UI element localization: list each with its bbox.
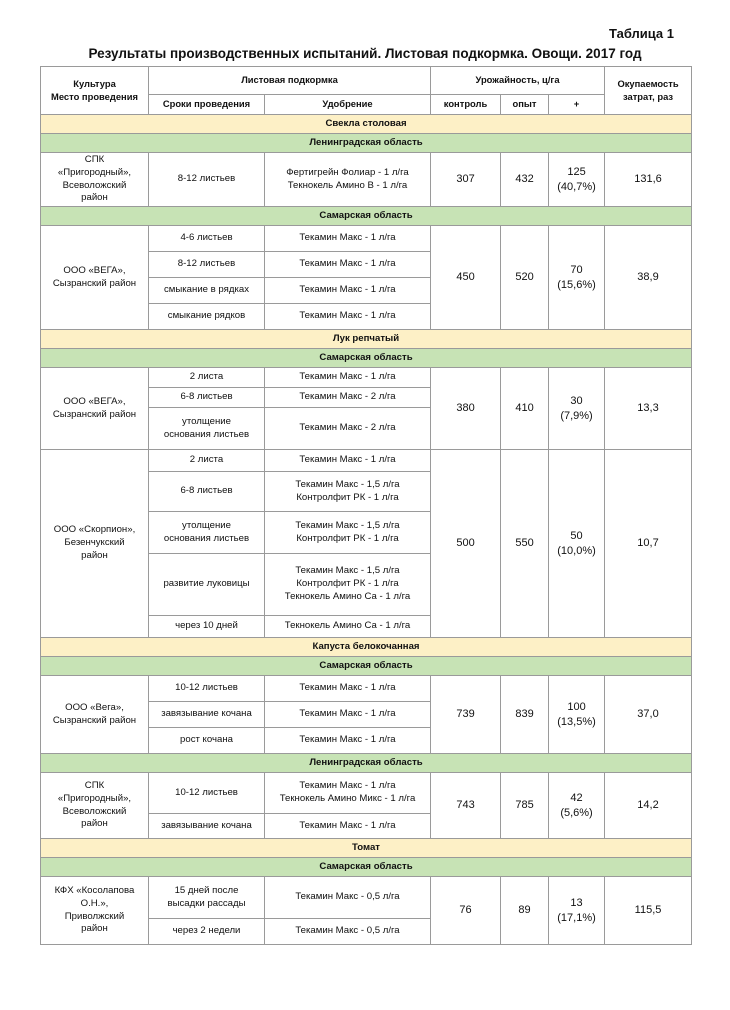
region-name: Самарская область <box>41 657 692 676</box>
date-cell: 8-12 листьев <box>149 153 265 207</box>
region-row <box>41 349 692 368</box>
date-cell: 15 дней после высадки рассады <box>149 877 265 919</box>
table-row <box>41 773 692 814</box>
fertilizer-cell: Текамин Макс - 2 л/га <box>265 388 431 408</box>
fertilizer-cell: Текамин Макс - 1 л/га <box>265 702 431 728</box>
fertilizer-cell: Текамин Макс - 1 л/га <box>265 278 431 304</box>
table-body <box>41 115 692 945</box>
region-name: Самарская область <box>41 207 692 226</box>
plus-cell: 13 (17,1%) <box>549 877 605 945</box>
fertilizer-cell: Текамин Макс - 1 л/га <box>265 226 431 252</box>
payback-cell: 13,3 <box>605 368 692 450</box>
payback-cell: 10,7 <box>605 450 692 638</box>
fertilizer-cell: Текамин Макс - 1 л/га <box>265 814 431 839</box>
fertilizer-cell: Фертигрейн Фолиар - 1 л/га Текнокель Амино В - 1 л/га <box>265 153 431 207</box>
fertilizer-cell: Текамин Макс - 1 л/га Текнокель Амино Микс - 1 л/га <box>265 773 431 814</box>
fertilizer-cell: Текамин Макс - 1 л/га <box>265 728 431 754</box>
plus-cell: 42 (5,6%) <box>549 773 605 839</box>
plus-cell: 50 (10,0%) <box>549 450 605 638</box>
plus-cell: 125 (40,7%) <box>549 153 605 207</box>
experiment-cell: 410 <box>501 368 549 450</box>
place-cell: КФХ «Косолапова О.Н.», Приволжский район <box>41 877 149 945</box>
crop-name: Лук репчатый <box>41 330 692 349</box>
region-name: Самарская область <box>41 858 692 877</box>
experiment-cell: 550 <box>501 450 549 638</box>
crop-name: Капуста белокочанная <box>41 638 692 657</box>
plus-cell: 100 (13,5%) <box>549 676 605 754</box>
place-cell: ООО «ВЕГА», Сызранский район <box>41 368 149 450</box>
fertilizer-cell: Текамин Макс - 1,5 л/га Контролфит РК - 1 л/га Текнокель Амино Са - 1 л/га <box>265 554 431 616</box>
table-title: Результаты производственных испытаний. Листовая подкормка. Овощи. 2017 год <box>88 46 642 61</box>
date-cell: 4-6 листьев <box>149 226 265 252</box>
date-cell: развитие луковицы <box>149 554 265 616</box>
region-row <box>41 858 692 877</box>
control-cell: 307 <box>431 153 501 207</box>
crop-row <box>41 638 692 657</box>
experiment-cell: 785 <box>501 773 549 839</box>
place-cell: ООО «Скорпион», Безенчукский район <box>41 450 149 638</box>
date-cell: 2 листа <box>149 368 265 388</box>
place-cell: СПК «Пригородный», Всеволожский район <box>41 773 149 839</box>
payback-cell: 131,6 <box>605 153 692 207</box>
control-cell: 743 <box>431 773 501 839</box>
place-cell: ООО «Вега», Сызранский район <box>41 676 149 754</box>
region-name: Ленинградская область <box>41 754 692 773</box>
payback-cell: 37,0 <box>605 676 692 754</box>
fertilizer-cell: Текамин Макс - 1 л/га <box>265 676 431 702</box>
fertilizer-cell: Текамин Макс - 1,5 л/га Контролфит РК - 1 л/га <box>265 512 431 554</box>
region-row <box>41 657 692 676</box>
region-row <box>41 134 692 153</box>
control-cell: 739 <box>431 676 501 754</box>
region-row <box>41 207 692 226</box>
date-cell: рост кочана <box>149 728 265 754</box>
payback-cell: 115,5 <box>605 877 692 945</box>
date-cell: 8-12 листьев <box>149 252 265 278</box>
fertilizer-cell: Текамин Макс - 1 л/га <box>265 252 431 278</box>
table-row <box>41 368 692 388</box>
date-cell: смыкание в рядках <box>149 278 265 304</box>
table-row <box>41 877 692 919</box>
fertilizer-cell: Текамин Макс - 1 л/га <box>265 450 431 472</box>
header-culture-place: Культура Место проведения <box>41 67 149 115</box>
fertilizer-cell: Текамин Макс - 1 л/га <box>265 304 431 330</box>
control-cell: 450 <box>431 226 501 330</box>
table-row <box>41 153 692 207</box>
header-fertilizer: Удобрение <box>265 95 431 115</box>
header-dates: Сроки проведения <box>149 95 265 115</box>
table-number: Таблица 1 <box>608 26 674 41</box>
fertilizer-cell: Текамин Макс - 0,5 л/га <box>265 919 431 945</box>
header-plus: + <box>549 95 605 115</box>
date-cell: 10-12 листьев <box>149 773 265 814</box>
control-cell: 76 <box>431 877 501 945</box>
crop-row <box>41 330 692 349</box>
date-cell: завязывание кочана <box>149 814 265 839</box>
payback-cell: 14,2 <box>605 773 692 839</box>
date-cell: смыкание рядков <box>149 304 265 330</box>
plus-cell: 70 (15,6%) <box>549 226 605 330</box>
fertilizer-cell: Текамин Макс - 0,5 л/га <box>265 877 431 919</box>
crop-row <box>41 839 692 858</box>
table-row <box>41 676 692 702</box>
fertilizer-cell: Текамин Макс - 1 л/га <box>265 368 431 388</box>
table-row <box>41 226 692 252</box>
experiment-cell: 839 <box>501 676 549 754</box>
header-payback: Окупаемость затрат, раз <box>605 67 692 115</box>
control-cell: 500 <box>431 450 501 638</box>
control-cell: 380 <box>431 368 501 450</box>
header-experiment: опыт <box>501 95 549 115</box>
region-row <box>41 754 692 773</box>
date-cell: 6-8 листьев <box>149 388 265 408</box>
date-cell: 6-8 листьев <box>149 472 265 512</box>
date-cell: через 2 недели <box>149 919 265 945</box>
fertilizer-cell: Текамин Макс - 1,5 л/га Контролфит РК - 1 л/га <box>265 472 431 512</box>
header-control: контроль <box>431 95 501 115</box>
date-cell: 10-12 листьев <box>149 676 265 702</box>
date-cell: утолщение основания листьев <box>149 408 265 450</box>
payback-cell: 38,9 <box>605 226 692 330</box>
header-yield: Урожайность, ц/га <box>431 67 605 95</box>
fertilizer-cell: Текнокель Амино Са - 1 л/га <box>265 616 431 638</box>
crop-name: Свекла столовая <box>41 115 692 134</box>
plus-cell: 30 (7,9%) <box>549 368 605 450</box>
results-table <box>40 66 692 945</box>
region-name: Ленинградская область <box>41 134 692 153</box>
crop-row <box>41 115 692 134</box>
date-cell: утолщение основания листьев <box>149 512 265 554</box>
experiment-cell: 89 <box>501 877 549 945</box>
date-cell: через 10 дней <box>149 616 265 638</box>
table-row <box>41 450 692 472</box>
place-cell: ООО «ВЕГА», Сызранский район <box>41 226 149 330</box>
experiment-cell: 432 <box>501 153 549 207</box>
crop-name: Томат <box>41 839 692 858</box>
region-name: Самарская область <box>41 349 692 368</box>
date-cell: 2 листа <box>149 450 265 472</box>
experiment-cell: 520 <box>501 226 549 330</box>
date-cell: завязывание кочана <box>149 702 265 728</box>
header-foliar: Листовая подкормка <box>149 67 431 95</box>
fertilizer-cell: Текамин Макс - 2 л/га <box>265 408 431 450</box>
place-cell: СПК «Пригородный», Всеволожский район <box>41 153 149 207</box>
